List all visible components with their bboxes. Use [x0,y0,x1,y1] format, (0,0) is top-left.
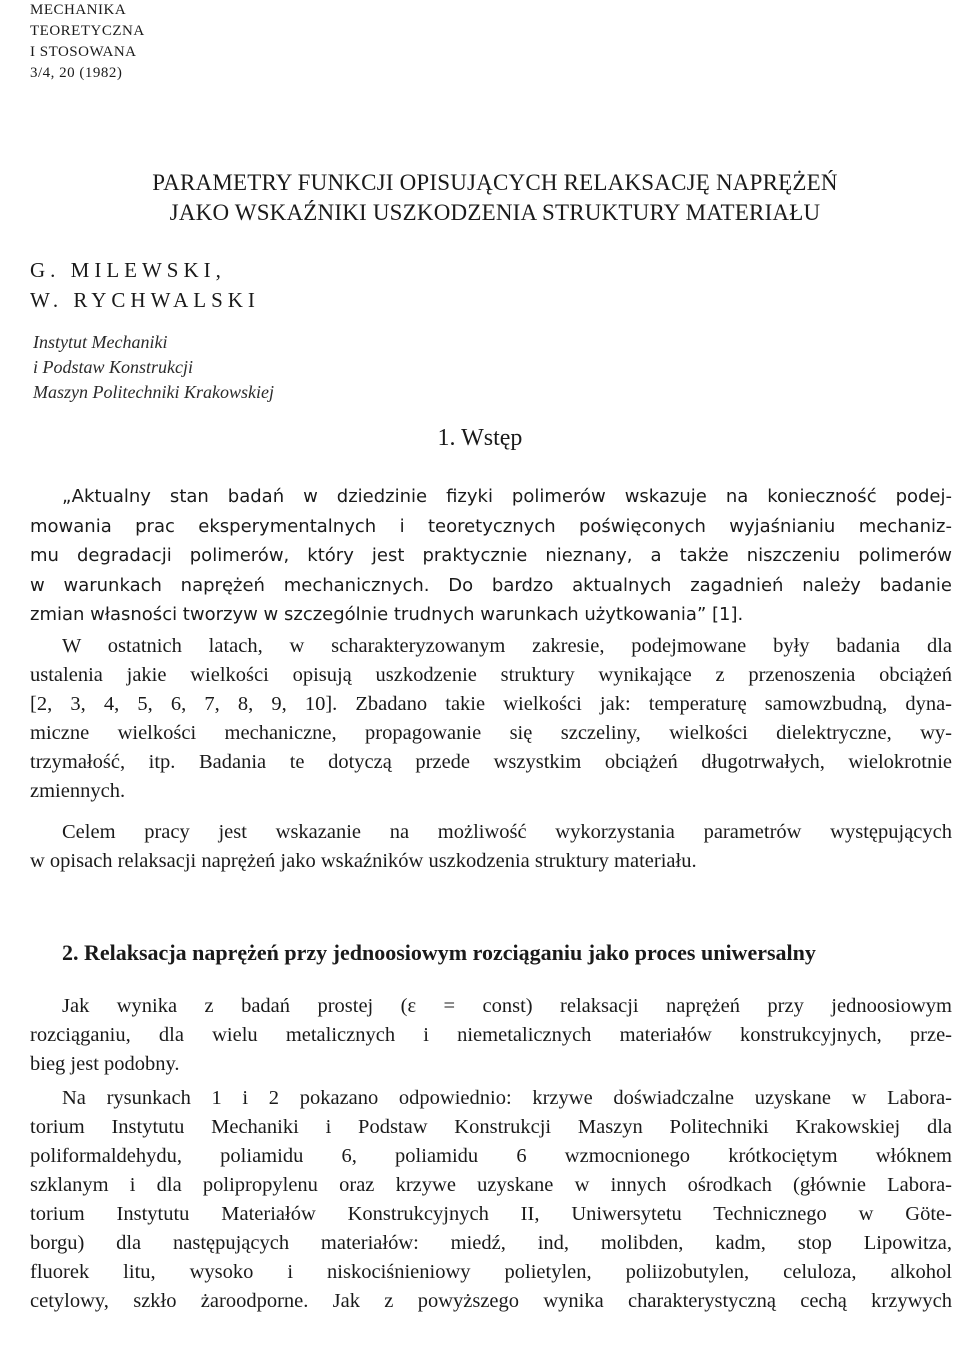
text-line: zmian własności tworzyw w szczególnie trudnych warunkach użytkowania” [1]. [30,604,744,626]
text-line: „Aktualny stan badań w dziedzinie fizyki polimerów wskazuje na konieczność podej- [62,486,952,507]
text-line: ustalenia jakie wielkości opisują uszkodzenie struktury wynikające z przenoszenia obciążeń [30,664,952,686]
author-name: W. RYCHWALSKI [30,288,260,312]
affiliation-line: Instytut Mechaniki [33,332,168,352]
affiliation [33,330,274,405]
text-line: poliformaldehydu, poliamidu 6, poliamidu 6 wzmocnionego krótkociętym włóknem [30,1145,952,1167]
article-title [100,168,890,228]
text-line: W ostatnich latach, w scharakteryzowanym zakresie, podejmowane były badania dla [62,635,952,657]
author-name: G. MILEWSKI, [30,258,226,282]
affiliation-line: i Podstaw Konstrukcji [33,357,194,377]
text-line: Na rysunkach 1 i 2 pokazano odpowiednio: krzywe doświadczalne uzyskane w Labora- [62,1087,952,1109]
journal-name-line: MECHANIKA [30,2,127,18]
section-1-paragraph-2 [30,632,952,806]
journal-issue: 3/4, 20 (1982) [30,65,123,81]
text-line: [2, 3, 4, 5, 6, 7, 8, 9, 10]. Zbadano takie wielkości jak: temperaturę samowzbudną, dyna- [30,693,952,715]
text-line: borgu) dla następujących materiałów: miedź, ind, molibden, kadm, stop Lipowitza, [30,1232,952,1254]
section-1-paragraph-3 [30,818,952,876]
section-1-paragraph-1 [30,482,952,630]
text-line: Celem pracy jest wskazanie na możliwość wykorzystania parametrów występujących [62,821,952,843]
text-line: w warunkach naprężeń mechanicznych. Do bardzo aktualnych zagadnień należy badanie [30,574,952,596]
section-2-paragraph-1 [30,992,952,1079]
article-title-line: PARAMETRY FUNKCJI OPISUJĄCYCH RELAKSACJĘ NAPRĘŻEŃ [152,170,838,195]
text-line: trzymałość, itp. Badania te dotyczą przede wszystkim obciążeń długotrwałych, wielokrotnie [30,751,952,773]
text-line: mowania prac eksperymentalnych i teoretycznych poświęconych wyjaśnianiu mechaniz- [30,515,952,537]
journal-header [30,0,145,84]
text-line: mu degradacji polimerów, który jest praktycznie nieznany, a także niszczeniu polimerów [30,545,952,567]
text-line: w opisach relaksacji naprężeń jako wskaźników uszkodzenia struktury materiału. [30,850,697,872]
text-line: szklanym i dla polipropylenu oraz krzywe uzyskane w innych ośrodkach (głównie Labora- [30,1174,952,1196]
text-line: zmiennych. [30,780,126,802]
journal-name-line: TEORETYCZNA [30,23,145,39]
text-line: torium Instytutu Materiałów Konstrukcyjnych II, Uniwersytetu Technicznego w Göte- [30,1203,952,1225]
section-2-paragraph-2 [30,1084,952,1316]
affiliation-line: Maszyn Politechniki Krakowskiej [33,382,274,402]
text-line: torium Instytutu Mechaniki i Podstaw Konstrukcji Maszyn Politechniki Krakowskiej dla [30,1116,952,1138]
text-line: rozciąganiu, dla wielu metalicznych i niemetalicznych materiałów konstrukcyjnych, prze- [30,1024,952,1046]
text-line: Jak wynika z badań prostej (ε = const) relaksacji naprężeń przy jednoosiowym [62,995,952,1017]
section-1-heading: 1. Wstęp [437,425,523,451]
text-line: miczne wielkości mechaniczne, propagowanie się szczeliny, wielkości dielektryczne, wy- [30,722,952,744]
text-line: cetylowy, szkło żaroodporne. Jak z powyższego wynika charakterystyczną cechą krzywych [30,1290,952,1312]
journal-name-line: I STOSOWANA [30,44,137,60]
authors [30,255,260,315]
section-2-heading: 2. Relaksacja naprężeń przy jednoosiowym rozciąganiu jako proces uniwersalny [62,940,816,965]
text-line: fluorek litu, wysoko i niskociśnieniowy polietylen, poliizobutylen, celuloza, alkohol [30,1261,952,1283]
text-line: bieg jest podobny. [30,1053,180,1075]
article-title-line: JAKO WSKAŹNIKI USZKODZENIA STRUKTURY MATERIAŁU [169,200,821,225]
